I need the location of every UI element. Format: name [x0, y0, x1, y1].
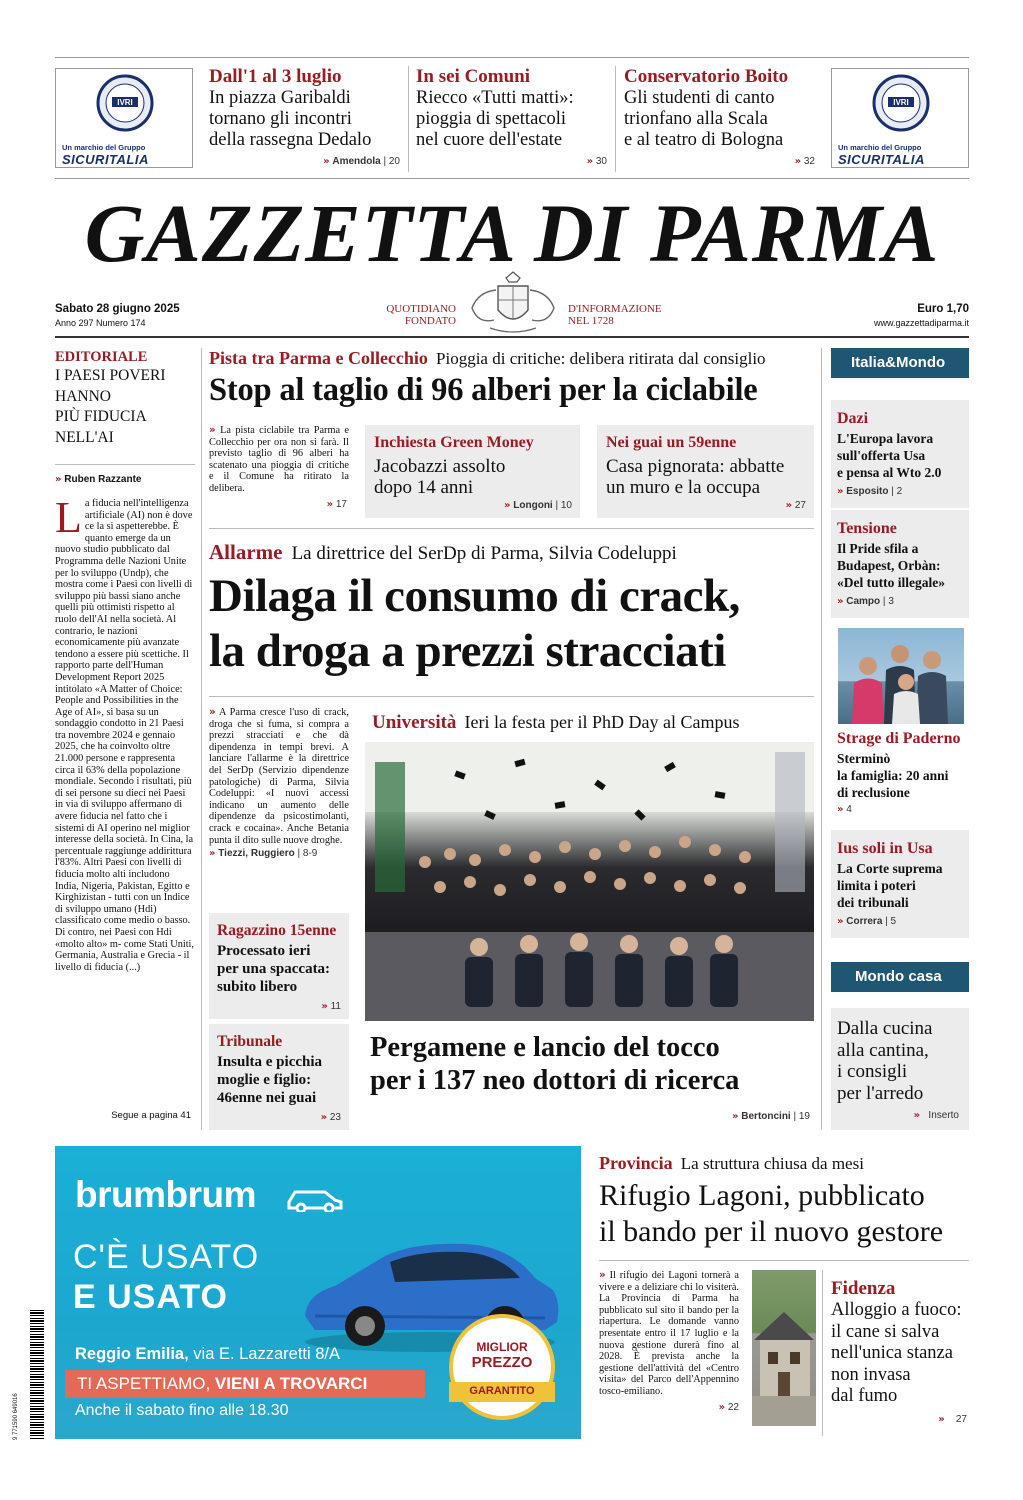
story-trees-body: » La pista ciclabile tra Parma e Collecchio per ora non si farà. Il previsto taglio di 96 alberi ha scatenato una pioggia di critiche e il Comune ha ritirato la delibera. » 17: [209, 424, 349, 510]
coat-of-arms-icon: [460, 268, 566, 336]
teaser-boito[interactable]: [624, 66, 819, 172]
story-headline: Stop al taglio di 96 alberi per la ciclabile: [209, 372, 758, 408]
editorial-title: I PAESI POVERI HANNO PIÙ FIDUCIA NELL'AI: [55, 367, 166, 446]
editorial-dropcap: L: [55, 493, 82, 542]
ad-tag: Un marchio del Gruppo: [838, 143, 922, 152]
ad-sicuritalia-left[interactable]: [55, 68, 193, 168]
box-green-money[interactable]: Inchiesta Green Money Jacobazzi assolto dopo 14 anni » Longoni | 10: [365, 425, 580, 518]
masthead-issue: Anno 297 Numero 174: [55, 318, 146, 328]
ad-line1: C'È USATO: [73, 1238, 260, 1276]
story-kicker-line: Pista tra Parma e Collecchio Pioggia di critiche: delibera ritirata dal consiglio: [209, 348, 766, 368]
box-tribunale[interactable]: Tribunale Insulta e picchia moglie e figlio: 46enne nei guai » 23: [209, 1024, 349, 1130]
teaser-line: trionfano alla Scala: [624, 109, 768, 129]
ad-brumbrum[interactable]: [55, 1146, 581, 1439]
story-phd-kicker: Università Ieri la festa per il PhD Day al Campus: [372, 712, 740, 733]
ad-sicuritalia-right[interactable]: [831, 68, 969, 168]
section-italia-mondo[interactable]: Italia&Mondo: [831, 348, 969, 378]
ad-tag: Un marchio del Gruppo: [62, 143, 146, 152]
story-headline: Rifugio Lagoni, pubblicato il bando per il nuovo gestore: [599, 1179, 944, 1248]
editorial-label: EDITORIALE: [55, 349, 148, 365]
teaser-ref: » 32: [794, 156, 815, 167]
ad-address: Reggio Emilia, via E. Lazzaretti 8/A: [75, 1345, 341, 1363]
masthead-title: GAZZETTA DI PARMA: [84, 187, 940, 279]
ad-name: SICURITALIA: [62, 152, 149, 167]
story-kicker-line: Provincia La struttura chiusa da mesi: [599, 1153, 864, 1173]
box-casa-pignorata[interactable]: Nei guai un 59enne Casa pignorata: abbatte un muro e la occupa » 27: [597, 425, 814, 518]
barcode: [30, 1310, 44, 1440]
masthead-date: Sabato 28 giugno 2025: [55, 303, 180, 315]
story-trees[interactable]: [209, 348, 814, 411]
motto-right: D'INFORMAZIONE NEL 1728: [568, 303, 662, 327]
section-mondo-casa[interactable]: Mondo casa: [831, 962, 969, 992]
sidebar-item-ius-soli[interactable]: Ius soli in Usa La Corte suprema limita i poteri dei tribunali » Correra | 5: [831, 830, 969, 938]
story-crack-body: » A Parma cresce l'uso di crack, droga che si fuma, si compra a prezzi stracciati e che dà dipendenza in tempi brevi. A lanciare l'allarme è la direttrice del SerDp (Servizio dipendenze patologiche) di Parma, Silvia Codeluppi: «I nuovi accessi indicano un aumento delle dipendenze da psicostimolanti, crack e cocaina». Anche Betania punta il dito sulle nuove droghe. » Tiezzi, Ruggiero | 8-9: [209, 706, 349, 860]
teaser-tutti-matti[interactable]: [416, 66, 611, 172]
teaser-kicker: Conservatorio Boito: [624, 66, 789, 87]
editorial[interactable]: [55, 348, 195, 1128]
story-lagoni-body: » Il rifugio dei Lagoni tornerà a vivere e a deliziare chi lo visiterà. La Provincia di Parma ha pubblicato sul sito il bando per la riapertura. Le domande vanno presentate entro il 17 luglio e la nuova gestione durerà fino al 2028. È prevista anche la gestione dell'attività del «Centro visita» del Parco dell'Appennino tosco-emiliano. » 22: [599, 1269, 739, 1413]
ad-hours: Anche il sabato fino alle 18.30: [75, 1402, 289, 1419]
masthead-price: Euro 1,70: [917, 303, 969, 315]
motto-left: QUOTIDIANO FONDATO: [386, 303, 456, 327]
phd-photo: [365, 742, 814, 1021]
ad-line2: E USATO: [73, 1278, 228, 1316]
ad-badge: MIGLIOR PREZZO GARANTITO: [449, 1314, 555, 1420]
brumbrum-logo: brumbrum: [75, 1174, 256, 1215]
ivri-logo-icon: [871, 73, 931, 133]
story-kicker-line: Allarme La direttrice del SerDp di Parma, Silvia Codeluppi: [209, 540, 677, 564]
teaser-line: della rassegna Dedalo: [209, 130, 372, 150]
teaser-line: e al teatro di Bologna: [624, 130, 784, 150]
teaser-dedalo[interactable]: [209, 66, 404, 172]
teaser-line: In piazza Garibaldi: [209, 88, 351, 108]
teaser-ref: » 30: [586, 156, 607, 167]
svg-text:IVRI: IVRI: [117, 98, 133, 107]
story-phd-ref: » Bertoncini | 19: [732, 1111, 810, 1122]
teaser-line: nel cuore dell'estate: [416, 130, 563, 150]
ad-name: SICURITALIA: [838, 152, 925, 167]
sidebar-item-dazi[interactable]: Dazi L'Europa lavora sull'offerta Usa e pensa al Wto 2.0 » Esposito | 2: [831, 400, 969, 508]
teaser-line: pioggia di spettacoli: [416, 109, 567, 129]
story-phd-headline[interactable]: Pergamene e lancio del tocco per i 137 neo dottori di ricerca: [370, 1032, 740, 1096]
story-crack[interactable]: [209, 540, 814, 679]
teaser-line: tornano gli incontri: [209, 109, 352, 129]
sidebar-item-paderno[interactable]: Strage di Paderno Sterminò la famiglia: 20 anni di reclusione » 4: [837, 730, 961, 815]
ivri-logo-icon: [95, 73, 155, 133]
story-headline: Dilaga il consumo di crack, la droga a prezzi stracciati: [209, 570, 740, 677]
paderno-photo: [838, 628, 964, 724]
mondo-casa-box[interactable]: Dalla cucina alla cantina, i consigli per l'arredo » Inserto: [831, 1008, 969, 1130]
sidebar-item-tensione[interactable]: Tensione Il Pride sfila a Budapest, Orbàn: «Del tutto illegale» » Campo | 3: [831, 510, 969, 618]
editorial-author: » Ruben Razzante: [55, 474, 142, 485]
ad-cta: TI ASPETTIAMO, VIENI A TROVARCI: [65, 1370, 425, 1398]
lagoni-photo: [752, 1270, 816, 1426]
teaser-line: Gli studenti di canto: [624, 88, 775, 108]
box-ragazzino[interactable]: Ragazzino 15enne Processato ieri per una spaccata: subito libero » 11: [209, 913, 349, 1019]
teaser-line: Riecco «Tutti matti»:: [416, 88, 574, 108]
svg-text:IVRI: IVRI: [893, 98, 909, 107]
teaser-ref: » Amendola | 20: [323, 156, 400, 167]
story-lagoni[interactable]: [599, 1153, 969, 1250]
teaser-kicker: In sei Comuni: [416, 66, 531, 87]
barcode-number: 9 771590 649016: [13, 1393, 19, 1440]
teaser-kicker: Dall'1 al 3 luglio: [209, 66, 342, 87]
editorial-body: L a fiducia nell'intelligenza artificiale (AI) non è dove ce la si aspetterebbe. È quanto emerge da un nuovo studio pubblicato dal Programma delle Nazioni Unite per lo sviluppo (Undp), che mostra come i Paesi con livelli di sviluppo più bassi siano anche quelli più ottimisti rispetto al ruolo dell'AI nella società. Al contrario, le nazioni economicamente più avanzate tendono a essere più scettiche. Il rapporto parte dell'Human Development Report 2025 intitolato «A Matter of Choice: People and Possibilities in the Age of AI», si basa su un sondaggio condotto in 21 Paesi tra novembre 2024 e gennaio 2025, che ha coinvolto oltre 21.000 persone e rappresenta circa il 63% della popolazione mondiale. Secondo i risultati, più di sei persone su dieci nei Paesi in via di sviluppo affermano di avere fiducia nel fatto che i sistemi di AI operino nel miglior interesse della società. In Cina, la percentuale raggiunge addirittura l'83%. Altri Paesi con livelli di fiducia molto alti includono India, Nigeria, Pakistan, Egitto e Kirghizistan - tutti con un Indice di sviluppo umano (Hdi) classificato come medio o basso. Di contro, nei Paesi con Hdi «molto alto» m- come Stati Uniti, Germania, Australia e Grecia - il livello di fiducia (...): [55, 493, 194, 973]
story-fidenza[interactable]: Fidenza Alloggio a fuoco: il cane si salva nell'unica stanza non invasa dal fumo » 27: [831, 1278, 967, 1425]
masthead-site[interactable]: www.gazzettadiparma.it: [873, 318, 969, 328]
editorial-continue[interactable]: Segue a pagina 41: [111, 1110, 191, 1121]
